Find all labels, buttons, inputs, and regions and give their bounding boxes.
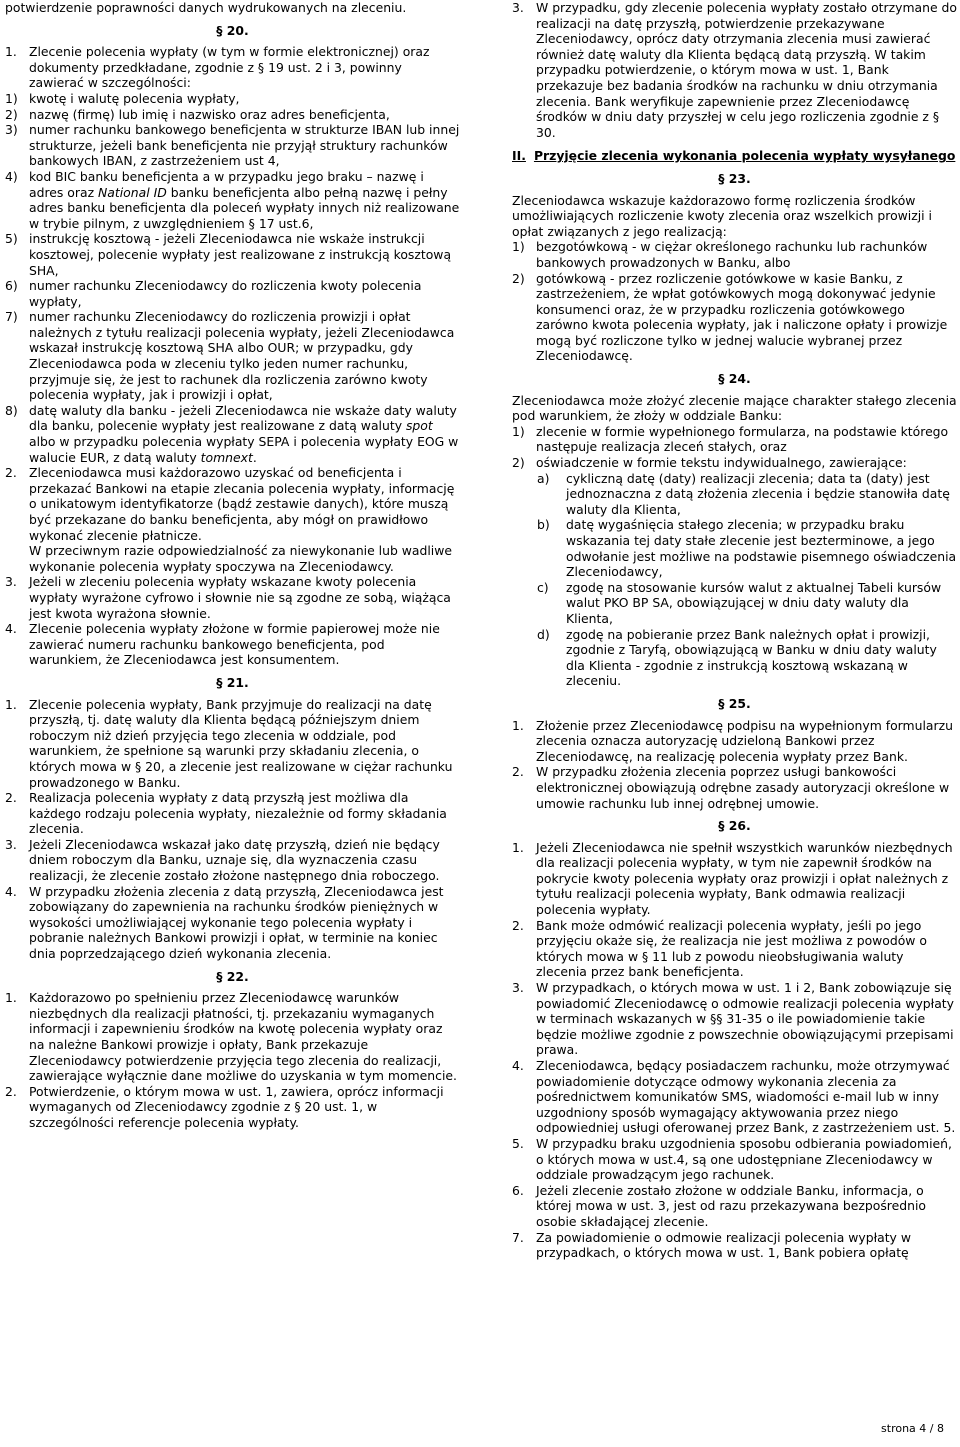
list-item: 4) kod BIC banku beneficjenta a w przypadku jego braku – nazwę i adres oraz National ID banku beneficjenta albo pełną nazwę i pełny adres banku beneficjenta dla poleceń wypłaty innych niż realizowane w trybie pilnym, z uwzględnieniem § 17 ust.6, bbox=[5, 168, 460, 231]
list-item: 2) oświadczenie w formie tekstu indywidualnego, zawierające: bbox=[512, 455, 907, 471]
list-item: 1) kwotę i walutę polecenia wypłaty, bbox=[5, 90, 240, 106]
chapter-title: II. Przyjęcie zlecenia wykonania polecenia wypłaty wysyłanego bbox=[512, 148, 956, 164]
sub-list-item: d) zgodę na pobieranie przez Bank należnych opłat i prowizji, zgodnie z Taryfą, obowiązującą w Banku w dniu daty waluty dla Klienta - zgodnie z instrukcją kosztową wskazaną w zleceniu. bbox=[537, 626, 937, 689]
list-item: 3. W przypadkach, o których mowa w ust. 1 i 2, Bank zobowiązuje się powiadomić Zleceniodawcę o odmowie realizacji polecenia wypłaty w terminach wskazanych w §§ 31-35 o ile powiadomienie takie będzie możliwe zgodnie z powszechnie obowiązującymi przepisami prawa. bbox=[512, 980, 954, 1058]
paragraph-20-2: 2. Zleceniodawca musi każdorazowo uzyskać od beneficjenta i przekazać Bankowi na etapie zlecania polecenia wypłaty, informację o unikatowym identyfikatorze (bądź zestawie danych), które muszą być przekazane do banku beneficjenta, aby mógł on prawidłowo wykonać zlecenie płatnicze. W przeciwnym razie odpowiedzialność za niewykonanie lub wadliwe wykonanie polecenia wypłaty spoczywa na Zleceniodawcy. bbox=[5, 465, 455, 574]
intro-text: potwierdzenie poprawności danych wydrukowanych na zleceniu. bbox=[5, 0, 407, 15]
sub-list-item: b) datę wygaśnięcia stałego zlecenia; w przypadku braku wskazania tej daty stałe zlecenie jest bezterminowe, a jego odwołanie jest możliwe na podstawie pisemnego oświadczenia Zleceniodawcy, bbox=[537, 517, 957, 580]
list-item: 8) datę waluty dla banku - jeżeli Zleceniodawca nie wskaże daty waluty dla banku, polecenie wypłaty jest realizowane z datą waluty spot albo w przypadku polecenia wypłaty SEPA i polecenia wypłaty EOG w walucie EUR, z datą waluty tomnext. bbox=[5, 402, 459, 465]
list-item: 3. Jeżeli Zleceniodawca wskazał jako datę przyszłą, dzień nie będący dniem roboczym dla Banku, uznaje się, dla wyznaczenia czasu realizacji, że zlecenie zostało złożone następnego dnia roboczego. bbox=[5, 836, 440, 884]
list-item: 7) numer rachunku Zleceniodawcy do rozliczenia prowizji i opłat należnych z tytułu realizacji polecenia wypłaty, jeżeli Zleceniodawca wskazał instrukcję kosztową SHA albo OUR; w przypadku, gdy Zleceniodawca poda w zleceniu tylko jeden numer rachunku, przyjmuje się, że jest to rachunek dla rozliczenia zarówno kwoty polecenia wypłaty, jak i prowizji i opłat, bbox=[5, 309, 455, 403]
list-item: 2. Realizacja polecenia wypłaty z datą przyszłą jest możliwa dla każdego rodzaju polecenia wypłaty, niezależnie od formy składania zlecenia. bbox=[5, 790, 447, 837]
list-item: 5) instrukcję kosztową - jeżeli Zleceniodawca nie wskaże instrukcji kosztowej, polecenie wypłaty jest realizowane z instrukcją kosztową SHA, bbox=[5, 231, 452, 278]
list-item: 1. Zlecenie polecenia wypłaty, Bank przyjmuje do realizacji na datę przyszłą, tj. datę waluty dla Klienta będącą późniejszym dniem roboczym niż dzień przyjęcia tego zlecenia w oddziale, pod warunkiem, że spełnione są warunki przy składaniu zlecenia, o których mowa w § 20, a zlecenie jest realizowane w ciężar rachunku prowadzonego w Banku. bbox=[5, 696, 453, 790]
paragraph-20-1: 1. Zlecenie polecenia wypłaty (w tym w formie elektronicznej) oraz dokumenty przedkładane, zgodnie z § 19 ust. 2 i 3, powinny zawierać w szczególności: bbox=[5, 44, 430, 91]
list-item: 1. Każdorazowo po spełnieniu przez Zleceniodawcę warunków niezbędnych dla realizacji płatności, tj. przekazaniu wymaganych informacji i zapewnieniu środków na kwotę polecenia wypłaty oraz na należne Bankowi prowizje i opłaty, Bank przekazuje Zleceniodawcy potwierdzenie przyjęcia tego zlecenia do realizacji, zawierające wyłącznie dane możliwe do uzyskania w tym momencie. bbox=[5, 990, 457, 1084]
list-item: 6. Jeżeli zlecenie zostało złożone w oddziale Banku, informacja, o której mowa w ust. 3, jest od razu przekazywana bezpośrednio osobie składającej zlecenie. bbox=[512, 1182, 926, 1229]
section-heading-25: § 25. bbox=[718, 695, 751, 711]
right-column bbox=[512, 0, 957, 1261]
list-item: 2) gotówkową - przez rozliczenie gotówkowe w kasie Banku, z zastrzeżeniem, że wpłat gotówkowych mogą dokonywać jedynie konsumenci oraz, że w przypadku rozliczenia gotówkowego zarówno kwota polecenia wypłaty, jak i naliczone opłaty i prowizje mogą być rozliczone tylko w jednej walucie wybranej przez Zleceniodawcę. bbox=[512, 270, 948, 364]
section-heading-26: § 26. bbox=[718, 818, 751, 834]
section-heading-21: § 21. bbox=[216, 674, 249, 690]
page-number: strona 4 / 8 bbox=[881, 1422, 944, 1436]
sub-list-item: c) zgodę na stosowanie kursów walut z aktualnej Tabeli kursów walut PKO BP SA, obowiązującej w dniu daty waluty dla Klienta, bbox=[537, 579, 942, 626]
list-item: 1) bezgotówkową - w ciężar określonego rachunku lub rachunków bankowych prowadzonych w Banku, albo bbox=[512, 239, 928, 270]
paragraph-22-3: 3. W przypadku, gdy zlecenie polecenia wypłaty zostało otrzymane do realizacji na datę przyszłą, potwierdzenie przekazywane Zleceniodawcy, oprócz daty otrzymania zlecenia musi zawierać również datę waluty dla Klienta będącą datą przyszłą. W takim przypadku potwierdzenie, o którym mowa w ust. 1, Bank przekazuje bez badania środków na rachunku w dniu otrzymania zlecenia. Bank weryfikuje zapewnienie przez Zleceniodawcę środków w dniu daty przyszłej w celu jego rozliczenia zgodnie z § 30. bbox=[512, 0, 957, 140]
section-heading-20: § 20. bbox=[216, 22, 249, 38]
section-heading-22: § 22. bbox=[216, 968, 249, 984]
list-item: 2. W przypadku złożenia zlecenia poprzez usługi bankowości elektronicznej obowiązują odrębne zasady autoryzacji określone w umowie rachunku lub innej odrębnej umowie. bbox=[512, 764, 950, 811]
list-item: 4. Zleceniodawca, będący posiadaczem rachunku, może otrzymywać powiadomienie dotyczące odmowy wykonania zlecenia za pośrednictwem komunikatów SMS, wiadomości e-mail lub w inny uzgodniony sposób wymagający aktywowania przez niego odpowiedniej usługi oferowanej przez Bank, z zastrzeżeniem ust. 5. bbox=[512, 1058, 956, 1136]
list-item: 1) zlecenie w formie wypełnionego formularza, na podstawie którego następuje realizacja zleceń stałych, oraz bbox=[512, 423, 949, 455]
list-item: 4. W przypadku złożenia zlecenia z datą przyszłą, Zleceniodawca jest zobowiązany do zapewnienia na rachunku środków pieniężnych w wysokości umożliwiającej wykonanie tego polecenia wypłaty i pobranie należnych Bankowi prowizji i opłat, w terminie na koniec dnia poprzedzającego dzień wykonania zlecenia. bbox=[5, 883, 444, 962]
list-item: 2. Bank może odmówić realizacji polecenia wypłaty, jeśli po jego przyjęciu okaże się, że realizacja nie jest możliwa z powodów o których mowa w § 11 lub z powodu nieobsługiwania waluty zlecenia przez bank beneficjenta. bbox=[512, 917, 927, 980]
list-item: 7. Za powiadomienie o odmowie realizacji polecenia wypłaty w przypadkach, o których mowa w ust. 1, Bank pobiera opłatę bbox=[512, 1229, 911, 1261]
list-item: 1. Złożenie przez Zleceniodawcę podpisu na wypełnionym formularzu zlecenia oznacza autoryzację udzieloną Bankowi przez Zleceniodawcę, na realizację polecenia wypłaty przez Bank. bbox=[512, 717, 953, 764]
left-column bbox=[5, 0, 460, 1131]
list-item: 6) numer rachunku Zleceniodawcy do rozliczenia kwoty polecenia wypłaty, bbox=[5, 278, 422, 309]
section-heading-24: § 24. bbox=[718, 371, 751, 387]
list-item: 3) numer rachunku bankowego beneficjenta w strukturze IBAN lub innej strukturze, jeżeli bank beneficjenta nie przyjął struktury rachunków bankowych IBAN, z zastrzeżeniem ust 4, bbox=[5, 122, 460, 169]
sub-list-item: a) cykliczną datę (daty) realizacji zlecenia; data ta (daty) jest jednoznaczna z datą złożenia zlecenia i będzie stanowiła datę waluty dla Klienta, bbox=[537, 470, 950, 517]
paragraph-23-intro: Zleceniodawca wskazuje każdorazowo formę rozliczenia środków umożliwiających rozliczenie kwoty zlecenia oraz wszelkich prowizji i opłat związanych z jego realizacją: bbox=[512, 192, 932, 239]
paragraph-20-4: 4. Zlecenie polecenia wypłaty złożone w formie papierowej może nie zawierać numeru rachunku bankowego beneficjenta, pod warunkiem, że Zleceniodawca jest konsumentem. bbox=[5, 621, 440, 668]
paragraph-20-3: 3. Jeżeli w zleceniu polecenia wypłaty wskazane kwoty polecenia wypłaty wyrażone cyfrowo i słownie nie są zgodne ze sobą, wiążąca jest kwota wyrażona słownie. bbox=[5, 574, 451, 621]
list-item: 2. Potwierdzenie, o którym mowa w ust. 1, zawiera, oprócz informacji wymaganych od Zleceniodawcy zgodnie z § 20 ust. 1, w szczególności referencje polecenia wypłaty. bbox=[5, 1083, 444, 1130]
list-item: 5. W przypadku braku uzgodnienia sposobu odbierania powiadomień, o których mowa w ust.4, są one udostępniane Zleceniodawcy w oddziale prowadzącym jego rachunek. bbox=[512, 1135, 952, 1183]
paragraph-24-intro: Zleceniodawca może złożyć zlecenie mające charakter stałego zlecenia pod warunkiem, że złoży w oddziale Banku: bbox=[512, 392, 957, 424]
list-item: 2) nazwę (firmę) lub imię i nazwisko oraz adres beneficjenta, bbox=[5, 106, 390, 122]
section-heading-23: § 23. bbox=[718, 170, 751, 186]
list-item: 1. Jeżeli Zleceniodawca nie spełnił wszystkich warunków niezbędnych dla realizacji polecenia wypłaty, w tym nie zapewnił środków na pokrycie kwoty polecenia wypłaty oraz prowizji i opłat należnych z tytułu realizacji polecenia wypłaty, Bank odmawia realizacji polecenia wypłaty. bbox=[512, 839, 953, 918]
